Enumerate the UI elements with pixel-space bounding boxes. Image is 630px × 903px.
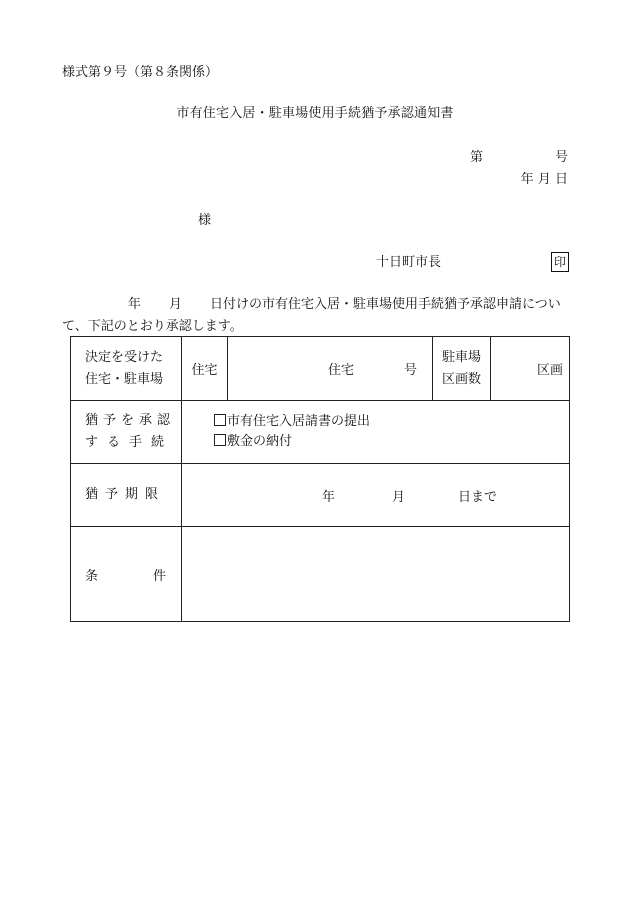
body-paragraph xyxy=(62,294,570,338)
table-row xyxy=(71,401,570,464)
date-year: 年 xyxy=(520,172,534,187)
date-month: 月 xyxy=(537,172,551,187)
deadline-label: 猶予期限 xyxy=(71,464,182,527)
body-text: 日付けの市有住宅入居・駐車場使用手続猶予承認申請について、下記のとおり承認します。 xyxy=(62,297,561,334)
document-number xyxy=(470,150,568,172)
parking-unit: 区画 xyxy=(491,337,570,401)
checkbox[interactable] xyxy=(214,414,226,426)
deferred-procedures-label: 猶予を承認 する手続 xyxy=(71,401,182,464)
number-suffix: 号 xyxy=(554,150,568,165)
housing-label: 住宅 xyxy=(182,337,228,401)
body-month: 月 xyxy=(169,297,183,312)
checkbox[interactable] xyxy=(214,434,226,446)
housing-field xyxy=(228,337,433,401)
addressee-honorific: 様 xyxy=(198,213,212,228)
issuer-title: 十日町市長 xyxy=(376,255,442,270)
procedure-item[interactable]: 敷金の納付 xyxy=(214,432,569,452)
document-date xyxy=(470,172,568,188)
document-title: 市有住宅入居・駐車場使用手続猶予承認通知書 xyxy=(176,106,454,121)
table-row xyxy=(71,337,570,401)
deadline-field xyxy=(182,464,570,527)
conditions-label: 条 件 xyxy=(71,527,182,622)
form-number: 様式第９号（第８条関係） xyxy=(62,65,219,80)
parking-label: 駐車場 区画数 xyxy=(433,337,491,401)
date-day: 日 xyxy=(554,172,568,187)
number-prefix: 第 xyxy=(470,150,484,165)
housing-number-label: 号 xyxy=(404,362,418,378)
table-row xyxy=(71,464,570,527)
seal-mark: 印 xyxy=(551,252,569,272)
deadline-day: 日まで xyxy=(458,490,498,505)
body-year: 年 xyxy=(128,297,142,312)
deadline-month: 月 xyxy=(392,490,406,505)
procedures-list xyxy=(182,401,570,464)
deadline-year: 年 xyxy=(322,490,336,505)
decided-label: 決定を受けた 住宅・駐車場 xyxy=(71,337,182,401)
conditions-field xyxy=(182,527,570,622)
housing-name-label: 住宅 xyxy=(328,362,355,378)
procedure-item[interactable]: 市有住宅入居請書の提出 xyxy=(214,412,569,432)
approval-table xyxy=(70,336,570,622)
table-row xyxy=(71,527,570,622)
